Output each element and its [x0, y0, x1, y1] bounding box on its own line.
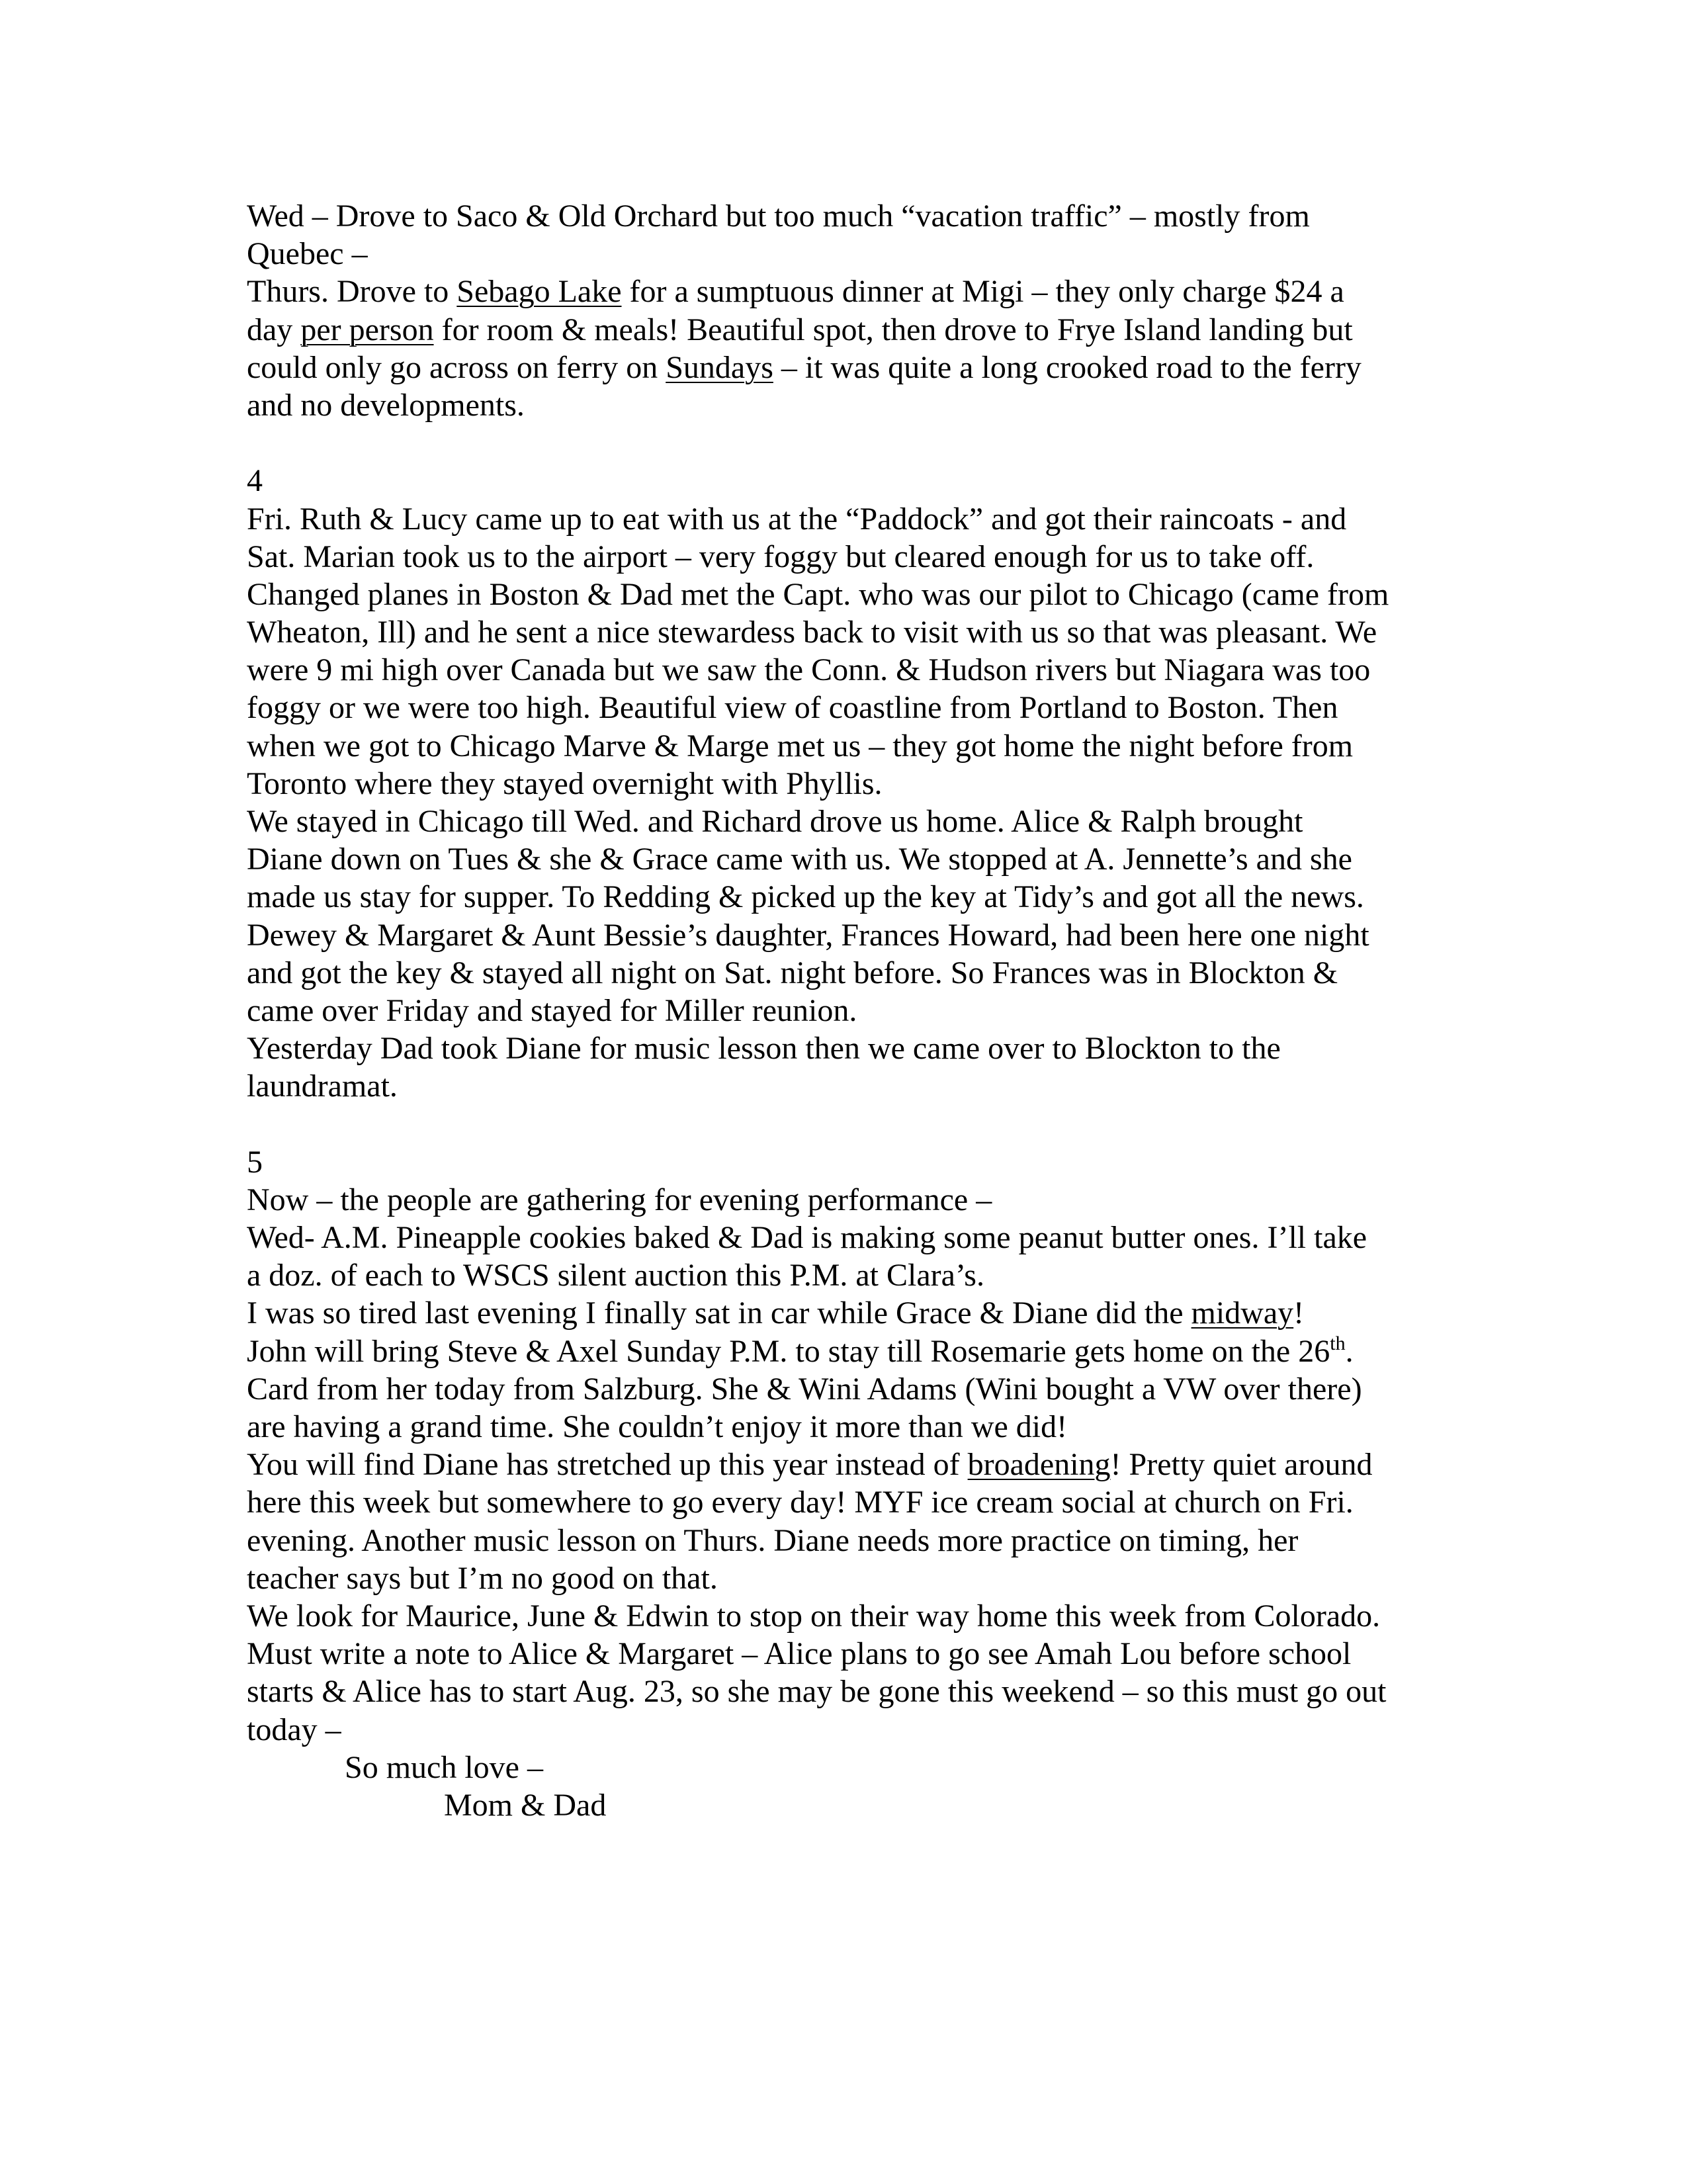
- text-line: We stayed in Chicago till Wed. and Richard drove us home. Alice & Ralph brought: [247, 804, 1303, 839]
- underlined-text: midway: [1191, 1295, 1294, 1331]
- text-line: Must write a note to Alice & Margaret – Alice plans to go see Amah Lou before school: [247, 1636, 1352, 1672]
- letter-page: [247, 197, 1438, 1824]
- text-line: a doz. of each to WSCS silent auction this P.M. at Clara’s.: [247, 1258, 984, 1293]
- text-line: Fri. Ruth & Lucy came up to eat with us at the “Paddock” and got their raincoats - and: [247, 501, 1347, 537]
- text-run: I was so tired last evening I finally sat in car while Grace & Diane did the: [247, 1295, 1191, 1331]
- text-line: when we got to Chicago Marve & Marge met us – they got home the night before from: [247, 728, 1354, 764]
- text-line: today –: [247, 1712, 341, 1747]
- text-line: evening. Another music lesson on Thurs. Diane needs more practice on timing, her: [247, 1522, 1299, 1558]
- text-run: You will find Diane has stretched up this year instead of: [247, 1447, 968, 1483]
- text-line: and got the key & stayed all night on Sat. night before. So Frances was in Blockton &: [247, 955, 1338, 990]
- text-run: – it was quite a long crooked road to the ferry: [773, 349, 1362, 385]
- text-line: Yesterday Dad took Diane for music lesson then we came over to Blockton to the: [247, 1031, 1281, 1067]
- section-body: [247, 500, 1438, 1106]
- text-line: came over Friday and stayed for Miller reunion.: [247, 992, 857, 1028]
- text-line: Card from her today from Salzburg. She & Wini Adams (Wini bought a VW over there): [247, 1371, 1362, 1407]
- text-line: [247, 1446, 1438, 1483]
- underlined-text: Sebago Lake: [456, 274, 622, 310]
- text-line: made us stay for supper. To Redding & picked up the key at Tidy’s and got all the news.: [247, 879, 1364, 915]
- text-line: Changed planes in Boston & Dad met the Capt. who was our pilot to Chicago (came from: [247, 576, 1389, 612]
- text-line: We look for Maurice, June & Edwin to stop on their way home this week from Colorado.: [247, 1598, 1381, 1634]
- text-run: John will bring Steve & Axel Sunday P.M. to stay till Rosemarie gets home on the 26: [247, 1333, 1330, 1369]
- text-run: could only go across on ferry on: [247, 349, 666, 385]
- text-line: [247, 311, 1438, 349]
- text-line: Wheaton, Ill) and he sent a nice stewardess back to visit with us so that was pleasant. We: [247, 615, 1377, 650]
- text-line: Sat. Marian took us to the airport – very foggy but cleared enough for us to take off.: [247, 539, 1315, 574]
- text-run: day: [247, 312, 301, 347]
- text-line: Now – the people are gathering for evening performance –: [247, 1182, 992, 1217]
- underlined-text: per person: [300, 312, 434, 347]
- underlined-text: Sundays: [666, 349, 773, 385]
- page-number: 4: [247, 463, 263, 499]
- text-line: are having a grand time. She couldn’t enjoy it more than we did!: [247, 1409, 1068, 1444]
- text-line: [247, 273, 1438, 310]
- text-line: Quebec –: [247, 236, 368, 272]
- text-line: [247, 1332, 1438, 1370]
- text-line: and no developments.: [247, 387, 525, 423]
- closing-salutation: So much love –: [345, 1749, 543, 1785]
- text-run: ! Pretty quiet around: [1110, 1447, 1373, 1483]
- text-line: teacher says but I’m no good on that.: [247, 1560, 718, 1596]
- text-line: Wed – Drove to Saco & Old Orchard but too much “vacation traffic” – mostly from: [247, 198, 1310, 234]
- text-line: starts & Alice has to start Aug. 23, so she may be gone this weekend – so this must go out: [247, 1674, 1387, 1710]
- text-line: laundramat.: [247, 1069, 398, 1104]
- text-line: here this week but somewhere to go every day! MYF ice cream social at church on Fri.: [247, 1485, 1354, 1520]
- text-run: .: [1345, 1333, 1354, 1369]
- text-run: for a sumptuous dinner at Migi – they only charge $24 a: [621, 274, 1344, 310]
- text-line: foggy or we were too high. Beautiful view of coastline from Portland to Boston. Then: [247, 690, 1338, 726]
- page-number: 5: [247, 1144, 263, 1180]
- paragraph-gap: [247, 1106, 1438, 1143]
- text-line: Diane down on Tues & she & Grace came with us. We stopped at A. Jennette’s and she: [247, 842, 1352, 877]
- superscript: th: [1330, 1332, 1346, 1354]
- signature: Mom & Dad: [444, 1787, 607, 1823]
- text-run: Thurs. Drove to: [247, 274, 457, 310]
- text-line: Wed- A.M. Pineapple cookies baked & Dad is making some peanut butter ones. I’ll take: [247, 1220, 1367, 1256]
- paragraph-gap: [247, 424, 1438, 462]
- text-line: [247, 1294, 1438, 1332]
- text-run: for room & meals! Beautiful spot, then drove to Frye Island landing but: [433, 312, 1353, 347]
- underlined-text: broadening: [967, 1447, 1111, 1483]
- text-line: were 9 mi high over Canada but we saw the Conn. & Hudson rivers but Niagara was too: [247, 652, 1371, 688]
- text-line: Dewey & Margaret & Aunt Bessie’s daughter, Frances Howard, had been here one night: [247, 917, 1369, 953]
- text-run: !: [1293, 1295, 1305, 1331]
- text-line: [247, 349, 1438, 386]
- text-line: Toronto where they stayed overnight with Phyllis.: [247, 765, 883, 801]
